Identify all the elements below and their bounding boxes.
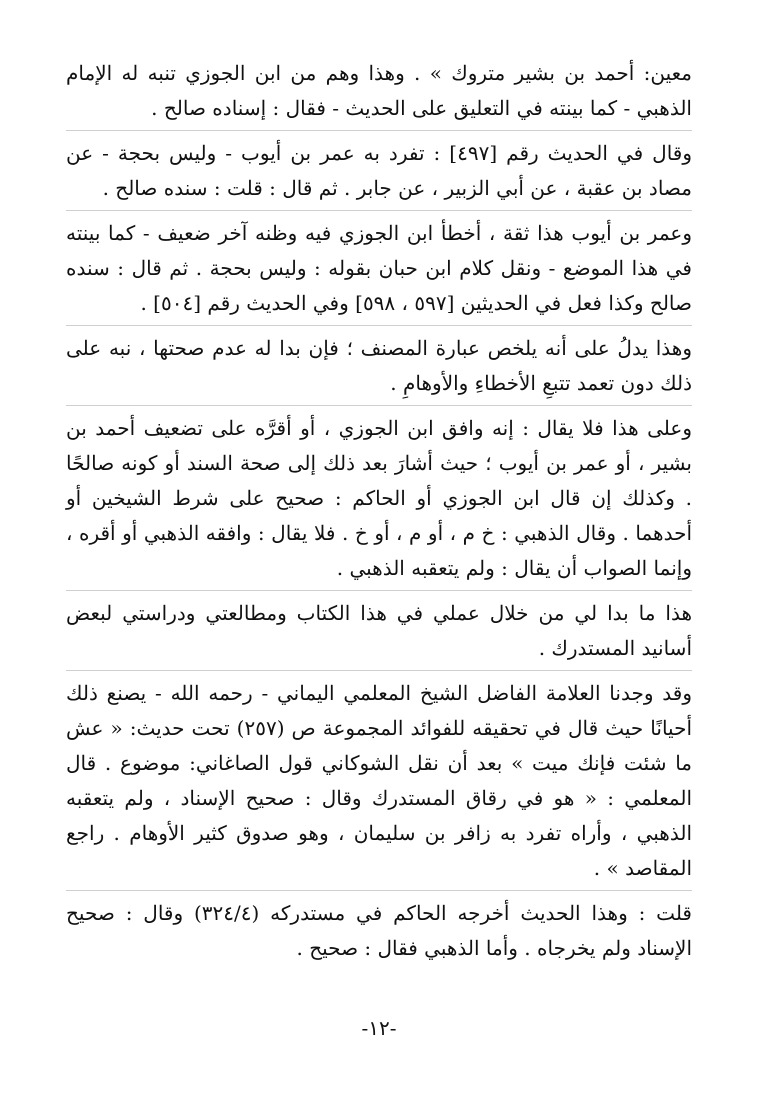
paragraph-6: هذا ما بدا لي من خلال عملي في هذا الكتاب ومطالعتي ودراستي لبعض أسانيد المستدرك .	[66, 596, 692, 671]
page-number: -١٢-	[361, 1016, 397, 1040]
paragraph-2: وقال في الحديث رقم [٤٩٧] : تفرد به عمر بن أيوب - وليس بحجة - عن مصاد بن عقبة ، عن أبي الزبير ، عن جابر . ثم قال : قلت : سنده صالح .	[66, 136, 692, 211]
body-text	[66, 56, 692, 975]
paragraph-4: وهذا يدلُ على أنه يلخص عبارة المصنف ؛ فإن بدا له عدم صحتها ، نبه على ذلك دون تعمد تتبعِ الأخطاءِ والأوهامِ .	[66, 331, 692, 406]
paragraph-5: وعلى هذا فلا يقال : إنه وافق ابن الجوزي ، أو أقرَّه على تضعيف أحمد بن بشير ، أو عمر بن أيوب ؛ حيث أشارَ بعد ذلك إلى صحة السند أو كونه صالحًا . وكذلك إن قال ابن الجوزي أو الحاكم : صحيح على شرط الشيخين أو أحدهما . وقال الذهبي : خ م ، أو م ، أو خ . فلا يقال : وافقه الذهبي أو أقره ، وإنما الصواب أن يقال : ولم يتعقبه الذهبي .	[66, 411, 692, 591]
paragraph-8: قلت : وهذا الحديث أخرجه الحاكم في مستدركه (٣٢٤/٤) وقال : صحيح الإسناد ولم يخرجاه . وأما الذهبي فقال : صحيح .	[66, 901, 692, 960]
paragraph-7: وقد وجدنا العلامة الفاضل الشيخ المعلمي اليماني - رحمه الله - يصنع ذلك أحيانًا حيث قال في تحقيقه للفوائد المجموعة ص (٢٥٧) تحت حديث: « عش ما شئت فإنك ميت » بعد أن نقل الشوكاني قول الصاغاني: موضوع . قال المعلمي : « هو في رقاق المستدرك وقال : صحيح الإسناد ، ولم يتعقبه الذهبي ، وأراه تفرد به زافر بن سليمان ، وهو صدوق كثير الأوهام . راجع المقاصد » .	[66, 676, 692, 891]
paragraph-1: معين: أحمد بن بشير متروك » . وهذا وهم من ابن الجوزي تنبه له الإمام الذهبي - كما بينته في التعليق على الحديث - فقال : إسناده صالح .	[66, 56, 692, 131]
paragraph-3: وعمر بن أيوب هذا ثقة ، أخطأ ابن الجوزي فيه وظنه آخر ضعيف - كما بينته في هذا الموضع - ونقل كلام ابن حبان بقوله : وليس بحجة . ثم قال : سنده صالح وكذا فعل في الحديثين [٥٩٧ ، ٥٩٨] وفي الحديث رقم [٥٠٤] .	[66, 216, 692, 326]
